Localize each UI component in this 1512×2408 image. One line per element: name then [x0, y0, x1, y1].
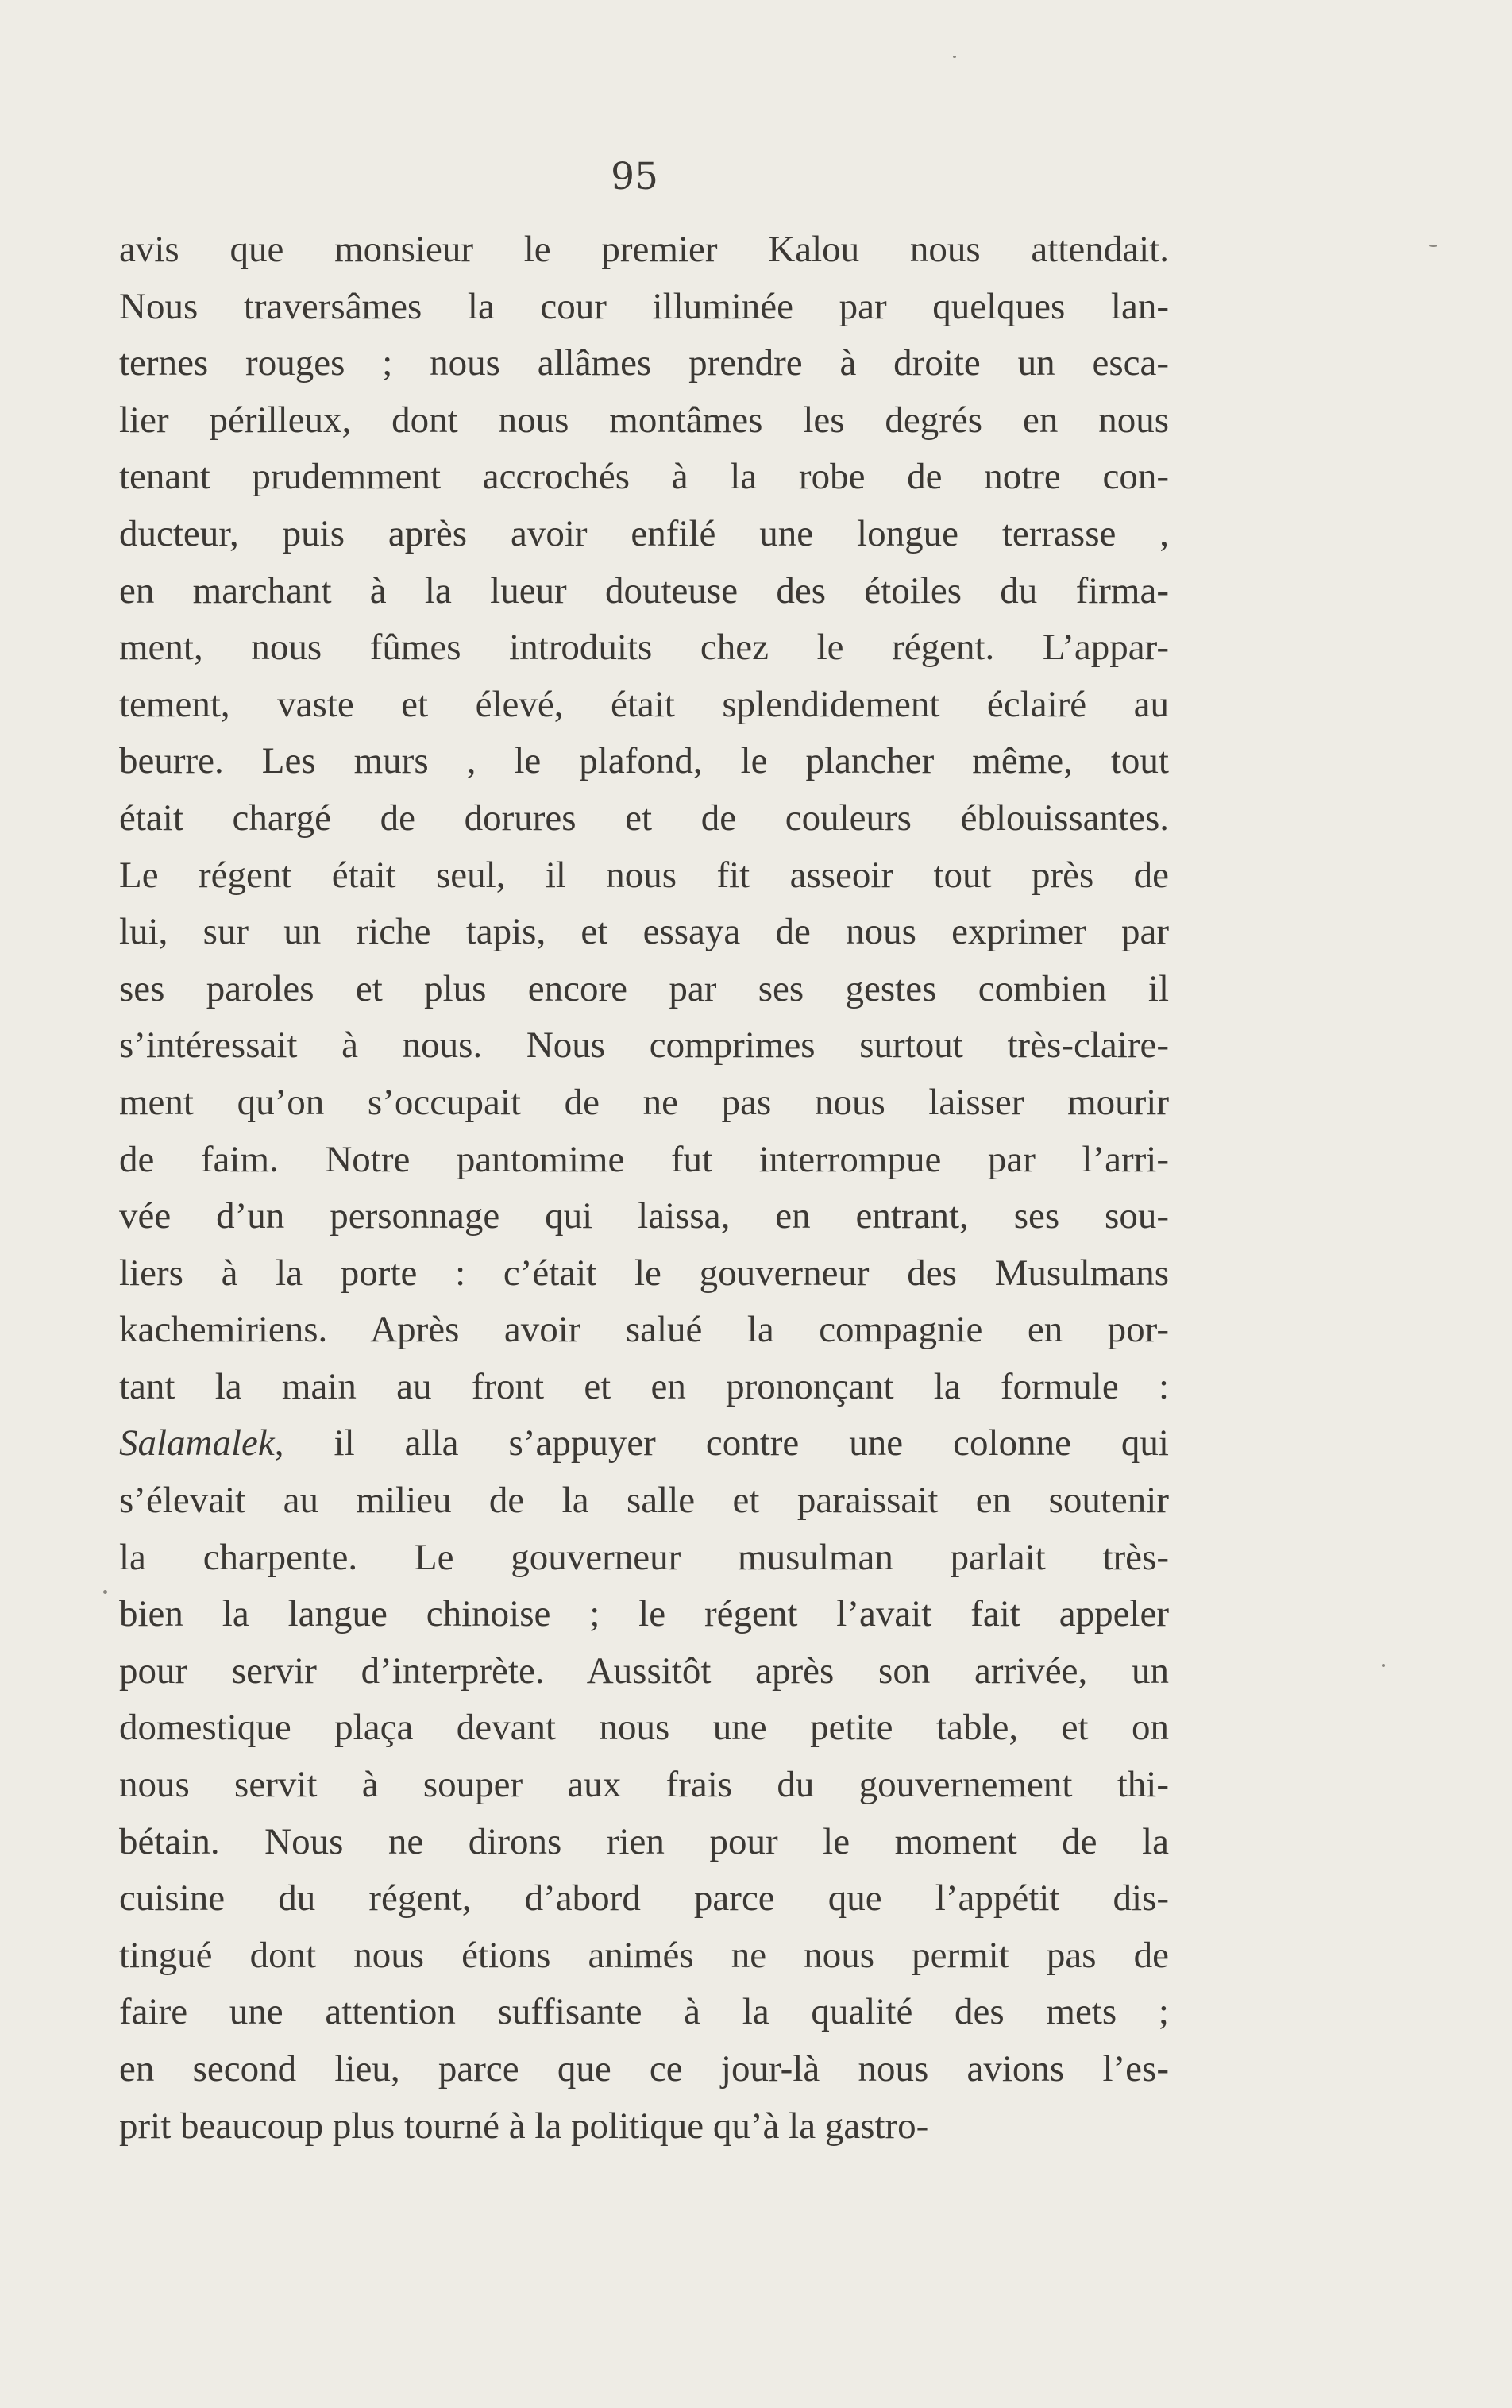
text-line: ses paroles et plus encore par ses gestes combien il: [119, 967, 1169, 1009]
text-line: faire une attention suffisante à la qualité des mets ;: [119, 1991, 1169, 2033]
text-line: kachemiriens. Après avoir salué la compagnie en por-: [119, 1309, 1169, 1351]
text-line: ternes rouges ; nous allâmes prendre à droite un esca-: [119, 342, 1169, 384]
page-number: 95: [611, 155, 658, 199]
text-line: beurre. Les murs , le plafond, le plancher même, tout: [119, 740, 1169, 782]
margin-speck: [1429, 245, 1437, 247]
text-line: pour servir d’interprète. Aussitôt après son arrivée, un: [119, 1650, 1169, 1692]
text-line: la charpente. Le gouverneur musulman parlait très-: [119, 1536, 1169, 1578]
text-line: tement, vaste et élevé, était splendidement éclairé au: [119, 683, 1169, 725]
text-line: tenant prudemment accrochés à la robe de notre con-: [119, 456, 1169, 498]
text-line: lui, sur un riche tapis, et essaya de nous exprimer par: [119, 911, 1169, 953]
text-line: vée d’un personnage qui laissa, en entrant, ses sou-: [119, 1195, 1169, 1237]
italic-word: Salamalek: [119, 1422, 275, 1464]
text-line: avis que monsieur le premier Kalou nous attendait.: [119, 229, 1169, 270]
text-line: tant la main au front et en prononçant la formule :: [119, 1365, 1169, 1407]
text-line: cuisine du régent, d’abord parce que l’appétit dis-: [119, 1877, 1169, 1920]
text-line: en second lieu, parce que ce jour-là nous avions l’es-: [119, 2048, 1169, 2090]
margin-speck: [953, 56, 956, 58]
text-line: Le régent était seul, il nous fit asseoir tout près de: [119, 854, 1169, 896]
text-line: prit beaucoup plus tourné à la politique qu’à la gastro-: [119, 2105, 929, 2147]
text-line: liers à la porte : c’était le gouverneur des Musulmans: [119, 1252, 1169, 1294]
text-line: en marchant à la lueur douteuse des étoiles du firma-: [119, 569, 1169, 612]
line-remainder: , il alla s’appuyer contre une colonne qui: [274, 1422, 1169, 1464]
text-line: tingué dont nous étions animés ne nous permit pas de: [119, 1934, 1169, 1976]
text-line: nous servit à souper aux frais du gouvernement thi-: [119, 1764, 1169, 1806]
text-line: domestique plaça devant nous une petite table, et on: [119, 1707, 1169, 1749]
text-line: bétain. Nous ne dirons rien pour le moment de la: [119, 1820, 1169, 1862]
text-line: ment, nous fûmes introduits chez le régent. L’appar-: [119, 627, 1169, 669]
text-line: ment qu’on s’occupait de ne pas nous laisser mourir: [119, 1081, 1169, 1123]
margin-speck: [103, 1590, 107, 1594]
text-line-with-italic: [119, 1415, 1169, 1472]
text-line: de faim. Notre pantomime fut interrompue par l’arri-: [119, 1138, 1169, 1180]
text-line: s’élevait au milieu de la salle et paraissait en soutenir: [119, 1480, 1169, 1522]
text-line: lier périlleux, dont nous montâmes les degrés en nous: [119, 399, 1169, 441]
text-line: ducteur, puis après avoir enfilé une longue terrasse ,: [119, 512, 1169, 554]
text-line: s’intéressait à nous. Nous comprimes surtout très-claire-: [119, 1025, 1169, 1067]
text-line: était chargé de dorures et de couleurs éblouissantes.: [119, 797, 1169, 839]
text-line: bien la langue chinoise ; le régent l’avait fait appeler: [119, 1593, 1169, 1635]
margin-speck: [1382, 1664, 1385, 1667]
body-text: [119, 222, 1169, 2155]
text-line: Nous traversâmes la cour illuminée par quelques lan-: [119, 285, 1169, 327]
